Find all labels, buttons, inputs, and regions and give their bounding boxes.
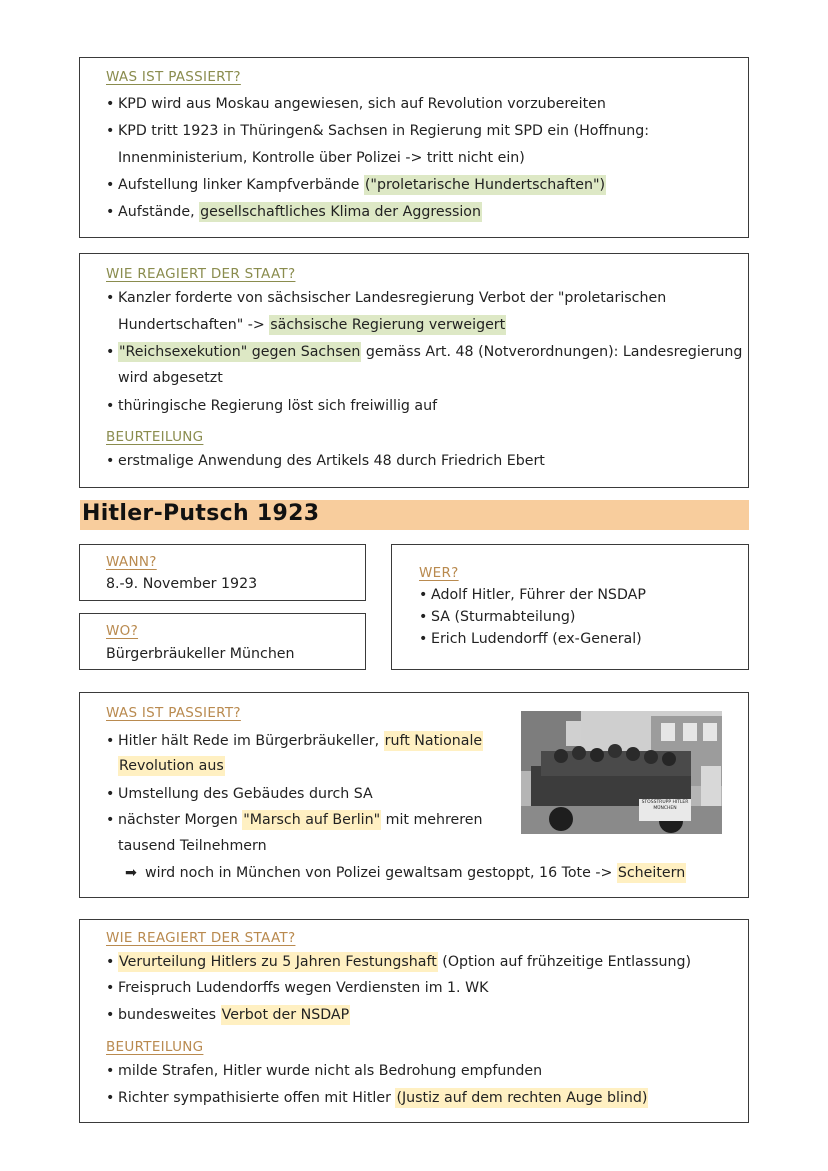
putsch-highlight-revolution: ruft Nationale	[384, 733, 483, 749]
staat1-bullet-2-cont: wird abgesetzt	[118, 370, 223, 386]
wer-item-3: • Erich Ludendorff (ex-General)	[419, 631, 642, 647]
putsch-highlight-revolution-cont: Revolution aus	[119, 758, 224, 774]
kpd-highlight-aggression: gesellschaftliches Klima der Aggression	[200, 204, 481, 220]
kpd-bullet-2: • KPD tritt 1923 in Thüringen& Sachsen in Regierung mit SPD ein (Hoffnung:	[106, 123, 649, 139]
staat1-eval-heading: BEURTEILUNG	[106, 429, 204, 445]
staat2-heading: WIE REAGIERT DER STAAT?	[106, 930, 296, 946]
staat1-eval-1: • erstmalige Anwendung des Artikels 48 durch Friedrich Ebert	[106, 453, 545, 469]
wer-heading: WER?	[419, 565, 459, 581]
wo-value: Bürgerbräukeller München	[106, 646, 295, 662]
putsch-photo	[521, 711, 722, 834]
staat2-highlight-festungshaft: Verurteilung Hitlers zu 5 Jahren Festungshaft	[119, 954, 437, 970]
putsch-highlight-scheitern: Scheitern	[617, 865, 686, 881]
photo-sign-text: STOSSTRUPP HITLER MÜNCHEN	[641, 800, 689, 811]
staat2-bullet-1: • Verurteilung Hitlers zu 5 Jahren Festungshaft (Option auf frühzeitige Entlassung)	[106, 954, 692, 970]
staat2-bullet-3: • bundesweites Verbot der NSDAP	[106, 1007, 350, 1023]
staat1-highlight-verweigert: sächsische Regierung verweigert	[270, 317, 506, 333]
staat2-eval-heading: BEURTEILUNG	[106, 1039, 204, 1055]
putsch-highlight-marsch: "Marsch auf Berlin"	[243, 812, 381, 828]
kpd-bullet-3: • Aufstellung linker Kampfverbände ("proletarische Hundertschaften")	[106, 177, 606, 193]
staat1-bullet-2: • "Reichsexekution" gegen Sachsen gemäss Art. 48 (Notverordnungen): Landesregierung	[106, 344, 743, 360]
staat2-highlight-justiz: (Justiz auf dem rechten Auge blind)	[396, 1090, 648, 1106]
staat2-bullet-2: • Freispruch Ludendorffs wegen Verdiensten im 1. WK	[106, 980, 489, 996]
putsch-heading: WAS IST PASSIERT?	[106, 705, 241, 721]
wer-item-2: • SA (Sturmabteilung)	[419, 609, 576, 625]
staat1-bullet-1: • Kanzler forderte von sächsischer Landesregierung Verbot der "proletarischen	[106, 290, 667, 306]
staat1-highlight-reichsexekution: "Reichsexekution" gegen Sachsen	[119, 344, 361, 360]
staat1-heading: WIE REAGIERT DER STAAT?	[106, 266, 296, 282]
staat2-highlight-verbot: Verbot der NSDAP	[221, 1007, 350, 1023]
putsch-bullet-2: • Umstellung des Gebäudes durch SA	[106, 786, 373, 802]
putsch-arrow-line: ➡ wird noch in München von Polizei gewaltsam gestoppt, 16 Tote -> Scheitern	[125, 865, 686, 881]
kpd-bullet-2-cont: Innenministerium, Kontrolle über Polizei -> tritt nicht ein)	[118, 150, 525, 166]
staat1-bullet-1-cont: Hundertschaften" -> sächsische Regierung verweigert	[118, 317, 506, 333]
putsch-bullet-3-cont: tausend Teilnehmern	[118, 838, 267, 854]
staat2-eval-2: • Richter sympathisierte offen mit Hitler (Justiz auf dem rechten Auge blind)	[106, 1090, 648, 1106]
staat1-bullet-3: • thüringische Regierung löst sich freiwillig auf	[106, 398, 438, 414]
kpd-bullet-4: • Aufstände, gesellschaftliches Klima der Aggression	[106, 204, 481, 220]
wer-item-1: • Adolf Hitler, Führer der NSDAP	[419, 587, 646, 603]
putsch-bullet-1: • Hitler hält Rede im Bürgerbräukeller, ruft Nationale	[106, 733, 483, 749]
wo-heading: WO?	[106, 623, 139, 639]
section-title: Hitler-Putsch 1923	[82, 501, 320, 526]
wann-heading: WANN?	[106, 554, 157, 570]
putsch-photo-illustration	[521, 711, 722, 834]
putsch-bullet-1-cont	[118, 756, 225, 776]
right-arrow-icon: ➡	[125, 865, 137, 881]
kpd-bullet-1: • KPD wird aus Moskau angewiesen, sich auf Revolution vorzubereiten	[106, 96, 606, 112]
kpd-highlight-hundertschaften: ("proletarische Hundertschaften")	[364, 177, 606, 193]
staat2-eval-1: • milde Strafen, Hitler wurde nicht als Bedrohung empfunden	[106, 1063, 543, 1079]
putsch-bullet-3: • nächster Morgen "Marsch auf Berlin" mit mehreren	[106, 812, 483, 828]
wann-value: 8.-9. November 1923	[106, 576, 258, 592]
kpd-heading: WAS IST PASSIERT?	[106, 69, 241, 85]
